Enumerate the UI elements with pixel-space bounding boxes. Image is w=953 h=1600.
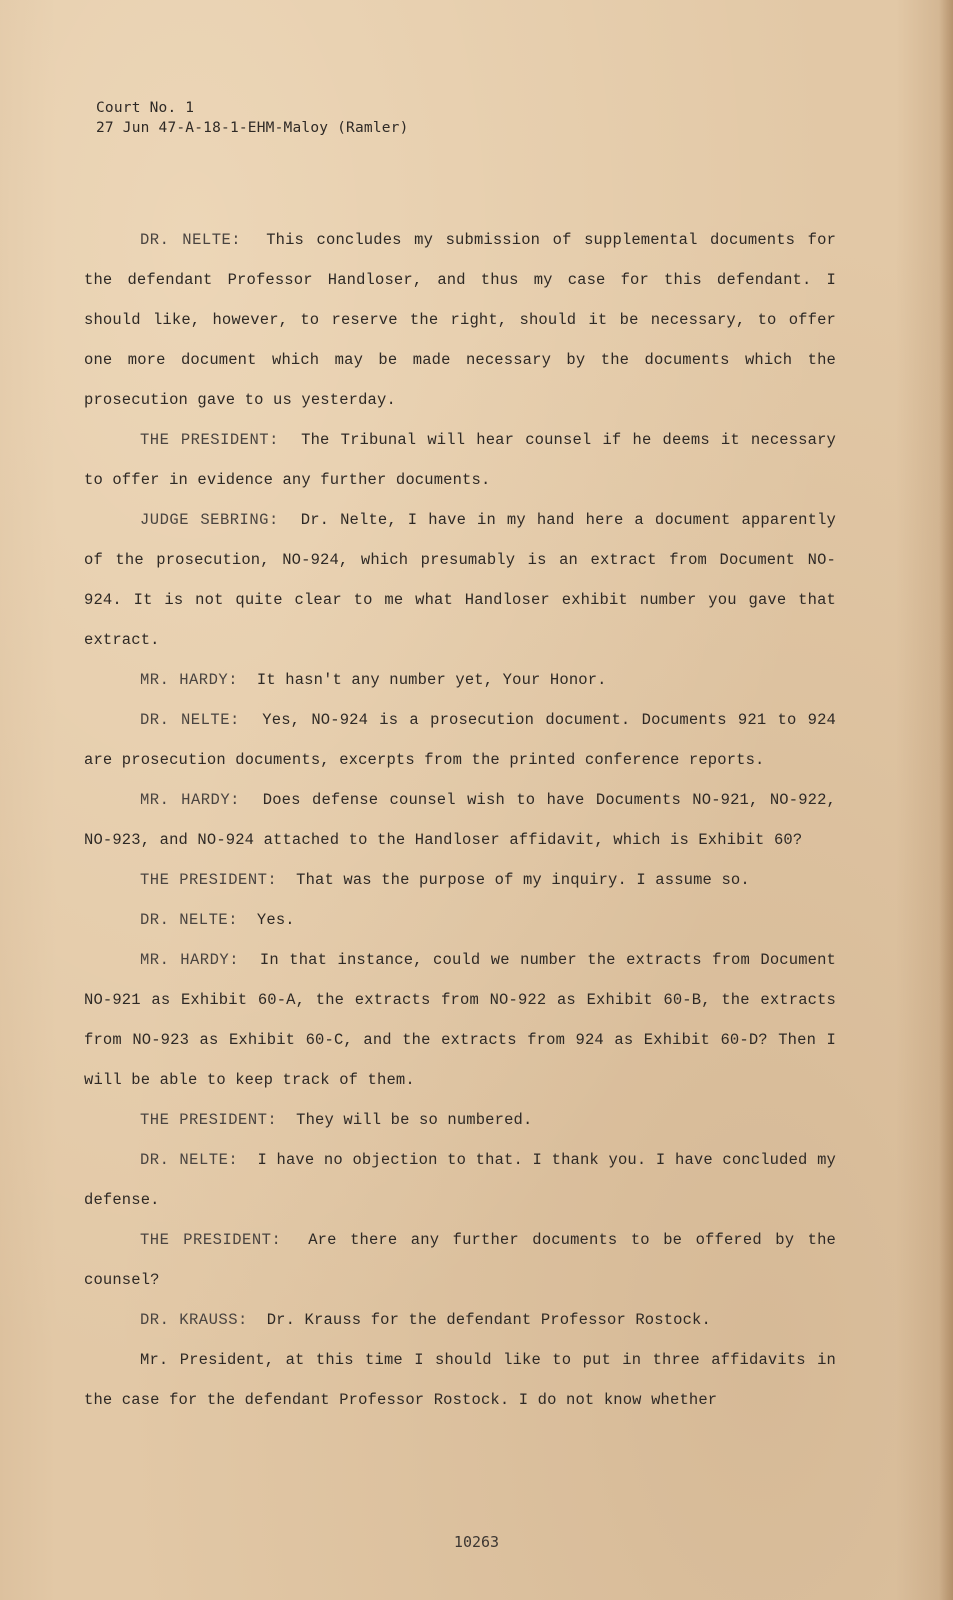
speaker-label: THE PRESIDENT: [140, 431, 279, 449]
page-number: 10263 [453, 1533, 500, 1551]
speaker-label: JUDGE SEBRING: [140, 511, 279, 529]
paragraph-text: Mr. President, at this time I should like to put in three affidavits in the case for the defendant Professor Rostock. I do not know whether [84, 1351, 836, 1409]
transcript-paragraph [84, 1300, 836, 1340]
transcript-paragraph [84, 1140, 836, 1220]
transcript-paragraph [84, 1100, 836, 1140]
transcript-paragraph [84, 1220, 836, 1300]
speaker-label: DR. KRAUSS: [140, 1311, 248, 1329]
paragraph-text: In that instance, could we number the extracts from Document NO-921 as Exhibit 60-A, the extracts from NO-922 as Exhibit 60-B, the extracts from NO-923 as Exhibit 60-C, and the extracts from 924 as Exhibit 60-D? Then I will be able to keep track of them. [84, 951, 837, 1089]
transcript-paragraph [84, 780, 836, 860]
paragraph-text: It hasn't any number yet, Your Honor. [256, 671, 607, 689]
speaker-label: THE PRESIDENT: [140, 1111, 278, 1129]
paragraph-text: This concludes my submission of supplemental documents for the defendant Professor Handloser, and thus my case for this defendant. I should like, however, to reserve the right, should it be necessary, to offer one more document which may be made necessary by the documents which the prosecution gave to us yesterday. [84, 231, 837, 409]
transcript-paragraph [84, 660, 836, 700]
transcript-paragraph [84, 700, 836, 780]
speaker-label: DR. NELTE: [140, 711, 240, 729]
paragraph-text: I have no objection to that. I thank you. I have concluded my defense. [84, 1151, 837, 1209]
paragraph-text: The Tribunal will hear counsel if he deems it necessary to offer in evidence any further documents. [84, 431, 836, 489]
transcript-body [84, 220, 836, 1420]
paragraph-text: Yes, NO-924 is a prosecution document. Documents 921 to 924 are prosecution documents, excerpts from the printed conference reports. [84, 711, 837, 769]
transcript-paragraph [84, 420, 836, 500]
paragraph-text: Does defense counsel wish to have Documents NO-921, NO-922, NO-923, and NO-924 attached to the Handloser affidavit, which is Exhibit 60? [84, 791, 837, 849]
session-reference: 27 Jun 47-A-18-1-EHM-Maloy (Ramler) [96, 120, 409, 136]
speaker-label: THE PRESIDENT: [140, 871, 278, 889]
paragraph-text: Dr. Nelte, I have in my hand here a document apparently of the prosecution, NO-924, which presumably is an extract from Document NO-924. It is not quite clear to me what Handloser exhibit number you gave that extract. [84, 511, 836, 649]
speaker-label: MR. HARDY: [140, 791, 240, 809]
transcript-paragraph [84, 940, 836, 1100]
paper-edge [939, 0, 953, 1600]
transcript-paragraph [84, 860, 836, 900]
paragraph-text: Yes. [256, 911, 295, 929]
speaker-label: DR. NELTE: [140, 911, 239, 929]
transcript-paragraph [84, 220, 836, 420]
transcript-paragraph [84, 900, 836, 940]
document-header [96, 98, 409, 138]
speaker-label: THE PRESIDENT: [140, 1231, 282, 1249]
speaker-label: MR. HARDY: [140, 951, 240, 969]
speaker-label: MR. HARDY: [140, 671, 239, 689]
court-number: Court No. 1 [96, 100, 195, 116]
paragraph-text: That was the purpose of my inquiry. I assume so. [296, 871, 750, 889]
paragraph-text: They will be so numbered. [296, 1111, 533, 1129]
paragraph-text: Are there any further documents to be offered by the counsel? [84, 1231, 836, 1289]
speaker-label: DR. NELTE: [140, 1151, 239, 1169]
speaker-label: DR. NELTE: [140, 231, 242, 249]
transcript-paragraph [84, 1340, 836, 1420]
paragraph-text: Dr. Krauss for the defendant Professor Rostock. [266, 1311, 711, 1329]
transcript-paragraph [84, 500, 836, 660]
